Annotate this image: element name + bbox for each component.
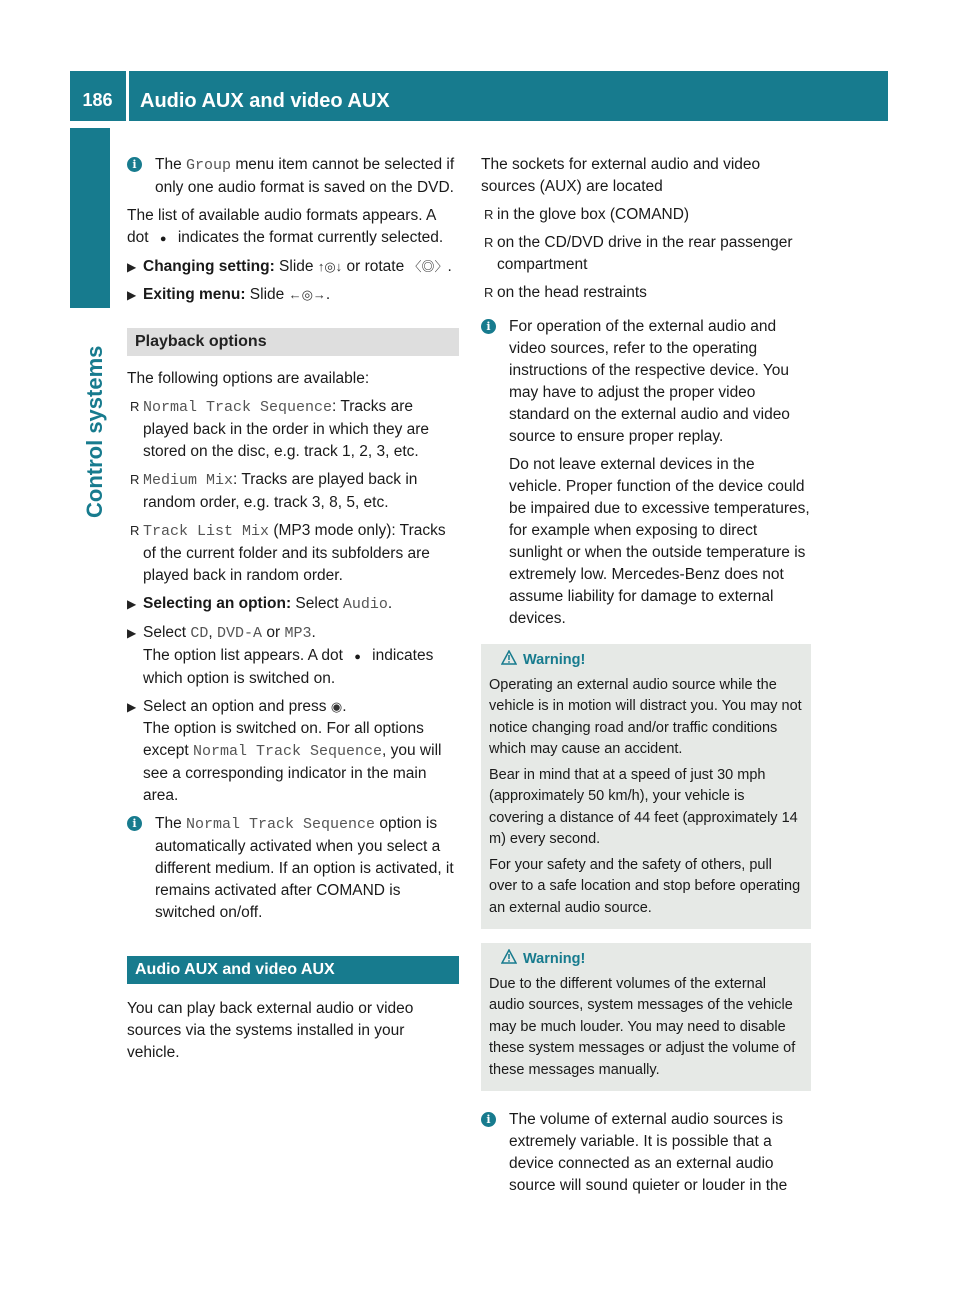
list-item [127,469,459,514]
menu-item-code: DVD-A [217,625,263,642]
paragraph: For your safety and the safety of others, pull over to a safe location and stop before operating an external audio source. [489,856,801,916]
menu-item-code: Group [186,157,232,174]
warning-triangle-icon [501,650,517,665]
text: . [311,624,316,641]
left-column [127,154,459,1070]
text: : Tracks are played back in random order, e.g. track 3, 8, 5, etc. [143,471,418,511]
text: Select [291,595,343,612]
controller-press-icon: ◉ [330,699,343,714]
step [127,696,459,807]
option-code: Normal Track Sequence [143,399,333,416]
text: . [447,258,452,275]
dot-icon: ● [354,651,361,663]
text: The [155,815,187,832]
list-item [127,520,459,587]
controller-slide-icon: ↑◎↓ [317,259,343,274]
page-number: 186 [82,90,113,110]
warning-heading [489,949,803,971]
text: or [262,624,285,641]
text: (MP3 mode only): Tracks of the current folder and its subfolders are played back in random order. [143,522,446,584]
dot-icon: ● [159,233,167,245]
side-label [82,318,122,518]
menu-item-code: Audio [342,596,388,613]
step [127,622,459,690]
info-note [481,1109,811,1197]
warning-box [481,943,811,1091]
controller-slide-icon: ←◎→ [288,287,326,302]
step-label: Exiting menu: [143,286,246,303]
text: Select [143,624,191,641]
side-label-text: Control systems [82,345,107,518]
menu-item-code: CD [190,625,209,642]
info-note [481,316,811,630]
text: The list of available audio formats appears. A dot [127,207,436,246]
list-item: R on the head restraints [481,282,811,304]
section-heading: Audio AUX and video AUX [127,956,459,984]
option-code: Normal Track Sequence [192,743,383,760]
text: The volume of external audio sources is extremely variable. It is possible that a device connected as an external audio source will sound quieter or louder in the [509,1111,788,1194]
text: Select an option and press [143,698,331,715]
paragraph: For operation of the external audio and video sources, refer to the operating instructions of the respective device. You may have to adjust the proper video standard on the external audio and video source to ensure proper replay. [509,318,790,445]
warning-label: Warning! [523,652,586,668]
text: . [387,595,393,612]
section-heading: Playback options [127,328,459,356]
paragraph: The sockets for external audio and video sources (AUX) are located [481,156,761,195]
paragraph: Do not leave external devices in the vehicle. Proper function of the device could be impaired due to excessive temperatures, for example when exposing to direct sunlight or when the outside temperature is extremely low. Mercedes-Benz does not assume liability for damage to external devices. [509,456,810,627]
info-icon: i [481,319,496,334]
paragraph [127,205,459,250]
warning-box [481,644,811,929]
paragraph: The following options are available: [127,370,370,387]
warning-heading [489,650,803,672]
text: or rotate [342,258,409,275]
info-icon: i [127,816,142,831]
text: : Tracks are played back in the order in which they are stored on the disc, e.g. track 1, 2, 3, etc. [143,398,430,460]
side-tab [70,128,110,308]
menu-item-code: MP3 [284,625,312,642]
right-column [481,154,811,1203]
step [127,284,459,306]
text: option is automatically activated when you select a different medium. If an option is activated, it remains activated after COMAND is switched on/off. [155,815,454,921]
header-divider [126,71,129,121]
list-item: R on the CD/DVD drive in the rear passenger compartment [481,232,811,276]
paragraph: Bear in mind that at a speed of just 30 mph (approximately 50 km/h), your vehicle is covering a distance of 44 feet (approximately 14 m) every second. [489,766,798,847]
text: , [208,624,218,641]
text: indicates which option is switched on. [143,647,434,687]
info-note [127,154,459,199]
step-label: Selecting an option: [143,595,292,612]
warning-triangle-icon [501,949,517,964]
info-icon: i [127,157,142,172]
option-code: Normal Track Sequence [186,816,376,833]
paragraph: Operating an external audio source while the vehicle is in motion will distract you. You may not notice changing road and/or traffic conditions which may cause an accident. [489,676,802,757]
info-note [127,813,459,924]
controller-rotate-icon: 〈◎〉 [408,259,448,274]
text: Slide [245,286,289,303]
text: , you will see a corresponding indicator in the main area. [143,742,442,804]
page-title: Audio AUX and video AUX [140,90,390,112]
step [127,256,459,278]
text: Slide [274,258,318,275]
option-code: Medium Mix [143,472,234,489]
text: menu item cannot be selected if only one audio format is saved on the DVD. [155,156,455,196]
list-item [127,396,459,463]
warning-label: Warning! [523,951,586,967]
option-code: Track List Mix [143,523,270,540]
list-item: R in the glove box (COMAND) [481,204,811,226]
info-icon: i [481,1112,496,1127]
text: . [342,698,347,715]
step [127,593,459,616]
step-label: Changing setting: [143,258,275,275]
text: indicates the format currently selected. [173,229,444,246]
paragraph: You can play back external audio or video sources via the systems installed in your vehicle. [127,1000,414,1061]
text: The option is switched on. For all options except [143,720,424,759]
text: . [325,286,331,303]
text: The option list appears. A dot [143,647,348,664]
text: The [155,156,187,173]
paragraph: Due to the different volumes of the external audio sources, system messages of the vehicle may be much louder. You may need to disable these system messages or adjust the volume of these messages manually. [489,975,796,1078]
